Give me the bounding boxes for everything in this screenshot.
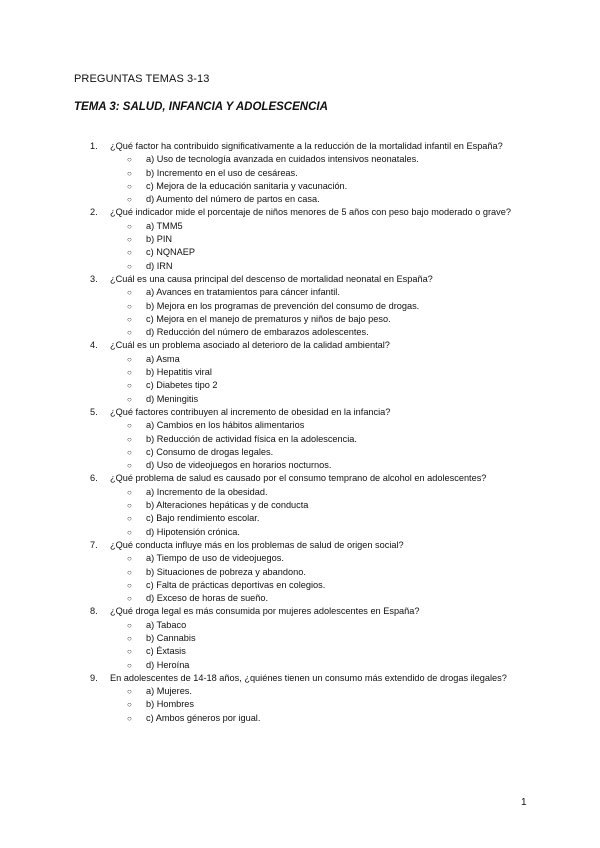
answer-option — [110, 698, 534, 711]
answer-options — [110, 220, 534, 273]
answer-option — [110, 220, 534, 233]
question-text: ¿Qué indicador mide el porcentaje de niños menores de 5 años con peso bajo moderado o grave? — [110, 207, 511, 218]
question-item — [74, 539, 534, 605]
answer-options — [110, 353, 534, 406]
hollow-circle-icon: ○ — [127, 487, 132, 497]
answer-option-text: d) Uso de videojuegos en horarios nocturnos. — [146, 460, 332, 471]
answer-option-text: a) Avances en tratamientos para cáncer infantil. — [146, 287, 340, 298]
question-number: 9. — [90, 672, 98, 683]
hollow-circle-icon: ○ — [127, 314, 132, 324]
question-item — [74, 140, 534, 206]
page-number: 1 — [521, 797, 527, 808]
answer-option — [110, 645, 534, 658]
answer-option — [110, 167, 534, 180]
question-number: 7. — [90, 539, 98, 550]
answer-option-text: a) Mujeres. — [146, 686, 192, 697]
hollow-circle-icon: ○ — [127, 155, 132, 165]
answer-options — [110, 552, 534, 605]
hollow-circle-icon: ○ — [127, 527, 132, 537]
answer-option-text: b) Hombres — [146, 699, 194, 710]
hollow-circle-icon: ○ — [127, 554, 132, 564]
question-number: 5. — [90, 406, 98, 417]
question-item — [74, 605, 534, 671]
answer-option — [110, 526, 534, 539]
answer-option-text: d) Hipotensión crónica. — [146, 526, 240, 537]
answer-option — [110, 632, 534, 645]
answer-option-text: a) Cambios en los hábitos alimentarios — [146, 420, 305, 431]
answer-option-text: b) Alteraciones hepáticas y de conducta — [146, 500, 309, 511]
hollow-circle-icon: ○ — [127, 633, 132, 643]
hollow-circle-icon: ○ — [127, 567, 132, 577]
section-title: TEMA 3: SALUD, INFANCIA Y ADOLESCENCIA — [74, 101, 328, 113]
hollow-circle-icon: ○ — [127, 687, 132, 697]
question-text: ¿Cuál es una causa principal del descenso de mortalidad neonatal en España? — [110, 273, 433, 284]
answer-option — [110, 326, 534, 339]
question-item — [74, 672, 534, 725]
hollow-circle-icon: ○ — [127, 261, 132, 271]
answer-option-text: a) Uso de tecnología avanzada en cuidados intensivos neonatales. — [146, 154, 419, 165]
answer-option-text: a) TMM5 — [146, 220, 183, 231]
answer-option-text: c) Mejora en el manejo de prematuros y niños de bajo peso. — [146, 313, 391, 324]
hollow-circle-icon: ○ — [127, 288, 132, 298]
question-text: ¿Qué droga legal es más consumida por mujeres adolescentes en España? — [110, 606, 420, 617]
answer-option — [110, 260, 534, 273]
hollow-circle-icon: ○ — [127, 421, 132, 431]
answer-option — [110, 246, 534, 259]
answer-option — [110, 685, 534, 698]
answer-options — [110, 419, 534, 472]
question-item — [74, 406, 534, 472]
answer-option-text: b) Situaciones de pobreza y abandono. — [146, 566, 306, 577]
answer-option-text: d) Heroína — [146, 659, 190, 670]
answer-option — [110, 419, 534, 432]
question-text: ¿Qué problema de salud es causado por el consumo temprano de alcohol en adolescentes? — [110, 473, 487, 484]
question-number: 6. — [90, 473, 98, 484]
hollow-circle-icon: ○ — [127, 461, 132, 471]
answer-option-text: b) Incremento en el uso de cesáreas. — [146, 167, 298, 178]
answer-option — [110, 153, 534, 166]
question-number: 2. — [90, 207, 98, 218]
answer-option-text: d) Exceso de horas de sueño. — [146, 593, 269, 604]
hollow-circle-icon: ○ — [127, 221, 132, 231]
answer-option — [110, 619, 534, 632]
answer-option-text: c) Falta de prácticas deportivas en colegios. — [146, 579, 326, 590]
answer-option-text: c) Mejora de la educación sanitaria y vacunación. — [146, 180, 348, 191]
hollow-circle-icon: ○ — [127, 660, 132, 670]
question-text: ¿Qué conducta influye más en los problemas de salud de origen social? — [110, 539, 404, 550]
answer-option — [110, 552, 534, 565]
answer-option-text: c) Bajo rendimiento escolar. — [146, 513, 260, 524]
hollow-circle-icon: ○ — [127, 434, 132, 444]
answer-option-text: b) Mejora en los programas de prevención del consumo de drogas. — [146, 300, 420, 311]
answer-option-text: c) Éxtasis — [146, 646, 186, 657]
question-item — [74, 273, 534, 339]
answer-option-text: c) Diabetes tipo 2 — [146, 380, 218, 391]
answer-option — [110, 712, 534, 725]
question-item — [74, 472, 534, 538]
answer-option — [110, 180, 534, 193]
answer-options — [110, 685, 534, 725]
hollow-circle-icon: ○ — [127, 447, 132, 457]
answer-option — [110, 512, 534, 525]
hollow-circle-icon: ○ — [127, 328, 132, 338]
hollow-circle-icon: ○ — [127, 647, 132, 657]
answer-options — [110, 486, 534, 539]
answer-options — [110, 286, 534, 339]
answer-options — [110, 619, 534, 672]
hollow-circle-icon: ○ — [127, 620, 132, 630]
answer-option — [110, 459, 534, 472]
hollow-circle-icon: ○ — [127, 248, 132, 258]
answer-options — [110, 153, 534, 206]
answer-option — [110, 193, 534, 206]
answer-option — [110, 313, 534, 326]
answer-option — [110, 233, 534, 246]
document-header: PREGUNTAS TEMAS 3-13 — [74, 73, 210, 85]
answer-option — [110, 433, 534, 446]
hollow-circle-icon: ○ — [127, 181, 132, 191]
answer-option — [110, 592, 534, 605]
answer-option — [110, 379, 534, 392]
answer-option-text: d) Aumento del número de partos en casa. — [146, 194, 320, 205]
answer-option-text: a) Asma — [146, 353, 180, 364]
answer-option — [110, 353, 534, 366]
answer-option — [110, 286, 534, 299]
question-number: 3. — [90, 273, 98, 284]
answer-option-text: c) Consumo de drogas legales. — [146, 446, 274, 457]
answer-option — [110, 393, 534, 406]
answer-option-text: a) Incremento de la obesidad. — [146, 486, 268, 497]
question-item — [74, 206, 534, 272]
answer-option-text: a) Tiempo de uso de videojuegos. — [146, 553, 284, 564]
hollow-circle-icon: ○ — [127, 700, 132, 710]
answer-option-text: a) Tabaco — [146, 619, 187, 630]
question-text: ¿Cuál es un problema asociado al deterioro de la calidad ambiental? — [110, 340, 390, 351]
answer-option-text: d) IRN — [146, 260, 173, 271]
answer-option-text: c) Ambos géneros por igual. — [146, 712, 261, 723]
answer-option-text: d) Meningitis — [146, 393, 199, 404]
answer-option-text: d) Reducción del número de embarazos adolescentes. — [146, 327, 369, 338]
answer-option-text: b) Cannabis — [146, 632, 196, 643]
question-text: ¿Qué factores contribuyen al incremento de obesidad en la infancia? — [110, 406, 391, 417]
hollow-circle-icon: ○ — [127, 713, 132, 723]
question-item — [74, 339, 534, 405]
hollow-circle-icon: ○ — [127, 580, 132, 590]
hollow-circle-icon: ○ — [127, 514, 132, 524]
question-text: ¿Qué factor ha contribuido significativamente a la reducción de la mortalidad infantil en España? — [110, 141, 503, 151]
hollow-circle-icon: ○ — [127, 368, 132, 378]
hollow-circle-icon: ○ — [127, 354, 132, 364]
answer-option — [110, 446, 534, 459]
answer-option-text: b) Reducción de actividad física en la adolescencia. — [146, 433, 357, 444]
answer-option — [110, 366, 534, 379]
hollow-circle-icon: ○ — [127, 394, 132, 404]
hollow-circle-icon: ○ — [127, 168, 132, 178]
answer-option-text: b) PIN — [146, 234, 173, 245]
hollow-circle-icon: ○ — [127, 235, 132, 245]
answer-option — [110, 659, 534, 672]
hollow-circle-icon: ○ — [127, 195, 132, 205]
answer-option — [110, 566, 534, 579]
question-number: 8. — [90, 606, 98, 617]
answer-option — [110, 579, 534, 592]
answer-option-text: b) Hepatitis viral — [146, 367, 212, 378]
hollow-circle-icon: ○ — [127, 381, 132, 391]
question-number: 1. — [90, 141, 98, 151]
hollow-circle-icon: ○ — [127, 594, 132, 604]
answer-option — [110, 300, 534, 313]
hollow-circle-icon: ○ — [127, 301, 132, 311]
question-list — [74, 140, 534, 725]
hollow-circle-icon: ○ — [127, 501, 132, 511]
question-number: 4. — [90, 340, 98, 351]
answer-option — [110, 499, 534, 512]
question-text: En adolescentes de 14-18 años, ¿quiénes tienen un consumo más extendido de drogas ilegales? — [110, 672, 507, 683]
answer-option-text: c) NQNAEP — [146, 247, 196, 258]
answer-option — [110, 486, 534, 499]
